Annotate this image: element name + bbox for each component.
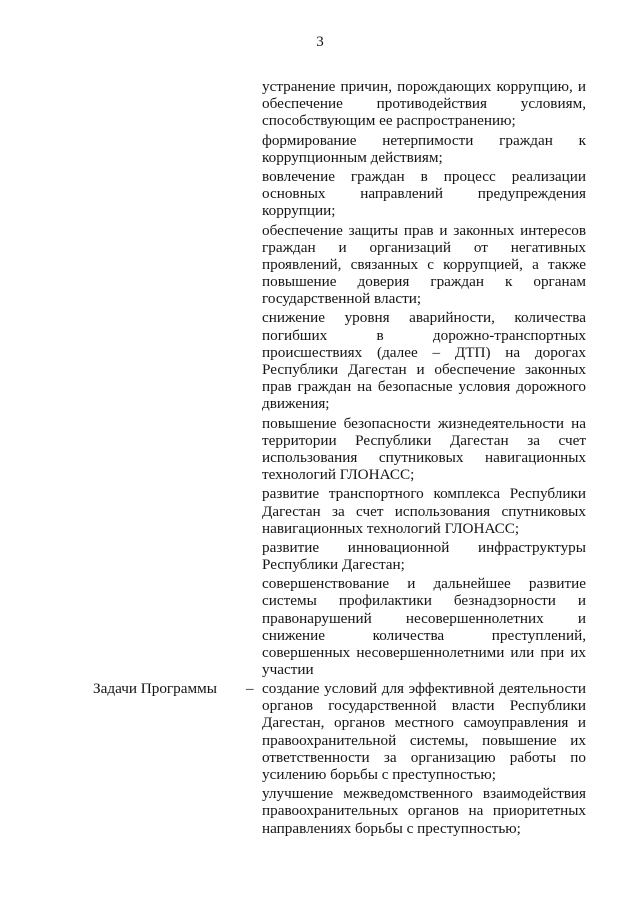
text-line: движения; xyxy=(262,395,330,413)
list-item xyxy=(262,539,586,573)
tasks-dash: – xyxy=(246,680,254,697)
text-line: навигационных технологий ГЛОНАСС; xyxy=(262,519,520,537)
text-line: системы профилактики безнадзорности и xyxy=(262,592,586,610)
text-line: улучшение межведомственного взаимодействия xyxy=(262,785,586,803)
text-line: использования спутниковых навигационных xyxy=(262,448,586,466)
text-line: Республики Дагестан и обеспечение законных xyxy=(262,361,586,378)
goals-list xyxy=(262,78,586,678)
text-line: усилению борьбы с преступностью; xyxy=(262,765,496,783)
text-line: проявлений, связанных с коррупцией, а также xyxy=(262,255,586,273)
text-line: создание условий для эффективной деятельности xyxy=(262,680,586,697)
text-line: Республики Дагестан; xyxy=(262,556,405,574)
text-line: формирование нетерпимости граждан к xyxy=(262,131,586,149)
text-line: происшествиях (далее – ДТП) на дорогах xyxy=(262,343,586,361)
text-line: технологий ГЛОНАСС; xyxy=(262,466,415,484)
text-line: граждан и организаций от негативных xyxy=(262,238,586,256)
list-item xyxy=(262,575,586,678)
text-line: совершенных несовершеннолетними или при их xyxy=(262,644,586,661)
text-line: способствующим ее распространению; xyxy=(262,112,516,130)
list-item xyxy=(262,222,586,308)
list-item xyxy=(262,785,586,837)
list-item xyxy=(262,680,586,783)
text-line: вовлечение граждан в процесс реализации xyxy=(262,167,586,185)
text-line: Дагестан, органов местного самоуправления и xyxy=(262,714,586,732)
text-line: основных направлений предупреждения xyxy=(262,185,586,203)
text-line: совершенствование и дальнейшее развитие xyxy=(262,575,586,593)
text-line: правоохранительной системы, повышение их xyxy=(262,731,586,749)
list-item xyxy=(262,78,586,130)
text-line: правонарушений несовершеннолетних и xyxy=(262,609,586,627)
list-item xyxy=(262,485,586,537)
tasks-list xyxy=(262,680,586,837)
text-line: развитие инновационной инфраструктуры xyxy=(262,538,586,556)
tasks-label: Задачи Программы xyxy=(93,680,217,697)
text-line: обеспечение защиты прав и законных интересов xyxy=(262,221,586,239)
text-line: прав граждан на безопасные условия дорожного xyxy=(262,378,586,396)
text-line: Дагестан за счет использования спутниковых xyxy=(262,502,586,520)
list-item xyxy=(262,415,586,484)
text-line: правоохранительных органов на приоритетных xyxy=(262,802,586,820)
text-line: коррупции; xyxy=(262,202,336,220)
text-line: ответственности за организацию работы по xyxy=(262,748,586,766)
list-item xyxy=(262,168,586,220)
text-line: государственной власти; xyxy=(262,290,422,308)
text-line: снижение уровня аварийности, количества xyxy=(262,309,586,327)
text-line: устранение причин, порождающих коррупцию, и xyxy=(262,78,586,95)
page-number: 3 xyxy=(316,34,324,50)
text-line: направлениях борьбы с преступностью; xyxy=(262,819,521,837)
list-item xyxy=(262,132,586,166)
text-line: обеспечение противодействия условиям, xyxy=(262,95,586,113)
text-line: повышение безопасности жизнедеятельности на xyxy=(262,414,586,432)
list-item xyxy=(262,309,586,412)
text-line: коррупционным действиям; xyxy=(262,148,443,166)
text-line: снижение количества преступлений, xyxy=(262,626,586,644)
text-line: органов государственной власти Республики xyxy=(262,697,586,715)
text-line: участии xyxy=(262,661,314,679)
text-line: развитие транспортного комплекса Республики xyxy=(262,485,586,503)
text-line: погибших в дорожно-транспортных xyxy=(262,326,586,344)
text-line: территории Республики Дагестан за счет xyxy=(262,431,586,449)
text-line: повышение доверия граждан к органам xyxy=(262,273,586,291)
